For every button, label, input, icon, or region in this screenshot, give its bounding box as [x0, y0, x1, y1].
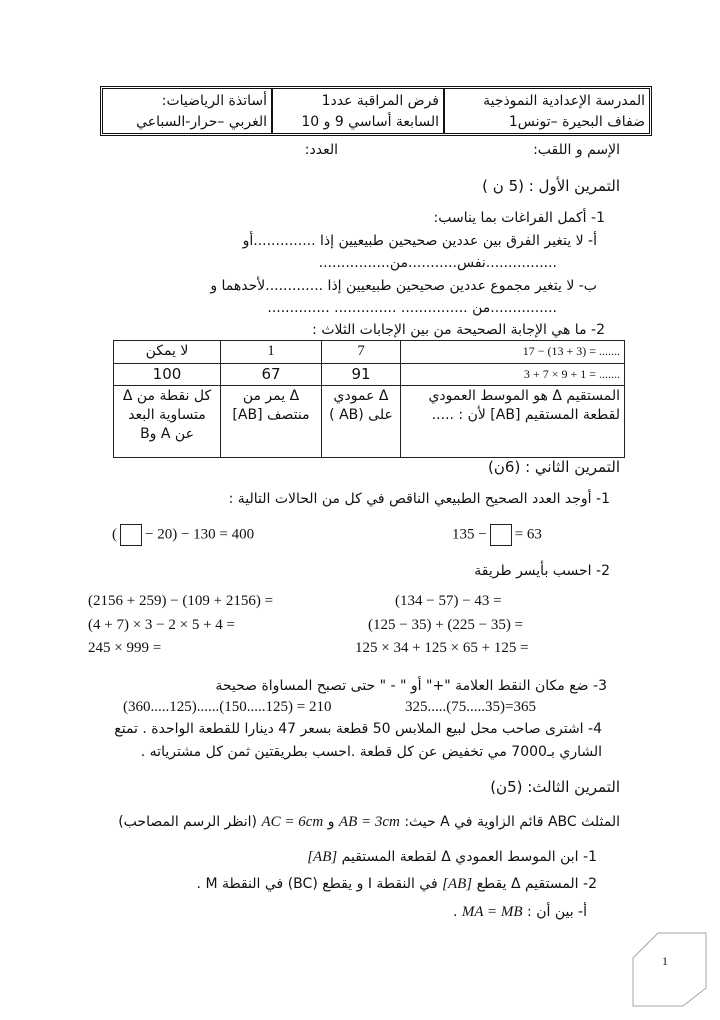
ex1-q1a-line1: أ- لا يتغير الفرق بين عددين صحيحين طبيعيين إذا ..............أو: [242, 233, 597, 249]
header-table: [100, 86, 652, 136]
ex3-q1: [307, 847, 597, 867]
intro-text: المثلث ABC قائم الزاوية في A حيث:: [404, 814, 620, 830]
choices-table: [113, 340, 625, 458]
intro-text: (انظر الرسم المصاحب): [118, 814, 258, 830]
q-math: [AB]: [442, 876, 473, 892]
q-text: أ- بين أن :: [527, 904, 587, 920]
intro-text: و: [327, 814, 335, 830]
equation-part: 135 −: [452, 526, 487, 543]
table-row: [114, 341, 625, 364]
choice-cell: 1: [221, 341, 322, 364]
calc-right-3: 125 × 34 + 125 × 65 + 125 =: [355, 640, 529, 656]
equation-left: [112, 524, 254, 546]
calc-left-1: (2156 + 259) − (109 + 2156) =: [88, 593, 274, 609]
calc-right-2: (125 − 35) + (225 − 35) =: [368, 617, 524, 633]
folded-page-icon: [628, 928, 708, 1008]
q3-equation-left: (360.....125)......(150.....125) = 210: [123, 699, 332, 715]
ex2-q1: 1- أوجد العدد الصحيح الطبيعي الناقص في كل من الحالات التالية :: [228, 491, 610, 507]
page-number: 1: [662, 954, 668, 968]
ex2-q2: 2- احسب بأيسر طريقة: [474, 563, 610, 579]
ex2-q4-line2: الشاري بـ7000 مي تخفيض عن كل قطعة .احسب بطريقتين ثمن كل مشترياته .: [140, 744, 602, 760]
ex1-q1: 1- أكمل الفراغات بما يناسب:: [433, 210, 605, 226]
choice-cell: كل نقطة من Δ متساوية البعد عن A وB: [114, 386, 221, 458]
ex2-q3: 3- ضع مكان النقط العلامة "+" أو " - " حتى تصبح المساواة صحيحة: [215, 678, 607, 694]
table-row: [114, 364, 625, 386]
intro-math: AC = 6cm: [261, 814, 324, 830]
choice-cell: 100: [114, 364, 221, 386]
ex3-q2a: [453, 902, 587, 922]
ex3-title: التمرين الثالث: (5ن): [490, 778, 620, 796]
equation-part: = 63: [514, 526, 542, 543]
ex1-q1b-line2: ...............من ............... .............. ..............: [267, 300, 557, 316]
exam-title: فرض المراقبة عدد1: [321, 93, 439, 109]
teachers-cell: [103, 89, 271, 133]
answer-box[interactable]: [490, 524, 512, 546]
question-cell: 3 + 7 × 9 + 1 = .......: [401, 364, 625, 386]
q3-equation-right: 325.....(75.....35)=365: [405, 699, 536, 715]
ex1-q1b-line1: ب- لا يتغير مجموع عددين صحيحين طبيعيين إذا .............لأحدهما و: [210, 278, 597, 294]
q-text: .: [453, 904, 458, 920]
question-cell: المستقيم Δ هو الموسط العمودي لقطعة المستقيم [AB] لأن : .....: [401, 386, 625, 458]
calc-right-1: (134 − 57) − 43 =: [395, 593, 502, 609]
equation-right: [452, 524, 542, 546]
page-number-badge: [628, 928, 708, 1008]
grade-label: العدد:: [304, 142, 338, 158]
ex3-q2: [197, 874, 597, 894]
ex2-title: التمرين الثاني : (6ن): [488, 458, 620, 476]
choice-cell: لا يمكن: [114, 341, 221, 364]
teachers-names: الغربي –حرار-السباعي: [136, 114, 267, 130]
intro-math: AB = 3cm: [338, 814, 400, 830]
choice-cell: 7: [322, 341, 401, 364]
q-text: 1- ابن الموسط العمودي Δ لقطعة المستقيم: [341, 849, 597, 865]
school-location: ضفاف البحيرة –تونس1: [508, 114, 645, 130]
ex1-title: التمرين الأول : (5 ن ): [482, 177, 620, 195]
ex1-q2: 2- ما هي الإجابة الصحيحة من بين الإجابات الثلاث :: [312, 322, 605, 338]
calc-left-2: (4 + 7) × 3 − 2 × 5 + 4 =: [88, 617, 235, 633]
q-text: 2- المستقيم Δ يقطع: [476, 876, 597, 892]
answer-box[interactable]: [120, 524, 142, 546]
exam-class: السابعة أساسي 9 و 10: [301, 114, 439, 130]
choice-cell: Δ عمودي على (AB ): [322, 386, 401, 458]
equation-part: − 20) − 130 = 400: [145, 526, 255, 543]
q-math: MA = MB: [461, 904, 523, 920]
q-text: في النقطة I و يقطع (BC) في النقطة M .: [196, 876, 438, 892]
ex2-q4-line1: 4- اشترى صاحب محل لبيع الملابس 50 قطعة بسعر 47 دينارا للقطعة الواحدة . تمتع: [114, 721, 602, 737]
calc-left-3: 245 × 999 =: [88, 640, 162, 656]
teachers-label: أساتذة الرياضيات:: [161, 93, 267, 109]
choice-cell: 91: [322, 364, 401, 386]
choice-cell: Δ يمر من منتصف [AB]: [221, 386, 322, 458]
question-cell: 17 − (13 + 3) = .......: [401, 341, 625, 364]
equation-part: (: [112, 526, 117, 543]
table-row: [114, 386, 625, 458]
ex3-intro: [118, 812, 620, 832]
ex1-q1a-line2: ................نفس...........من................: [318, 255, 557, 271]
school-name: المدرسة الإعدادية النموذجية: [483, 93, 645, 109]
name-label: الإسم و اللقب:: [533, 142, 620, 158]
q-math: [AB]: [307, 849, 338, 865]
choice-cell: 67: [221, 364, 322, 386]
school-cell: [443, 89, 649, 133]
exam-cell: [271, 89, 443, 133]
